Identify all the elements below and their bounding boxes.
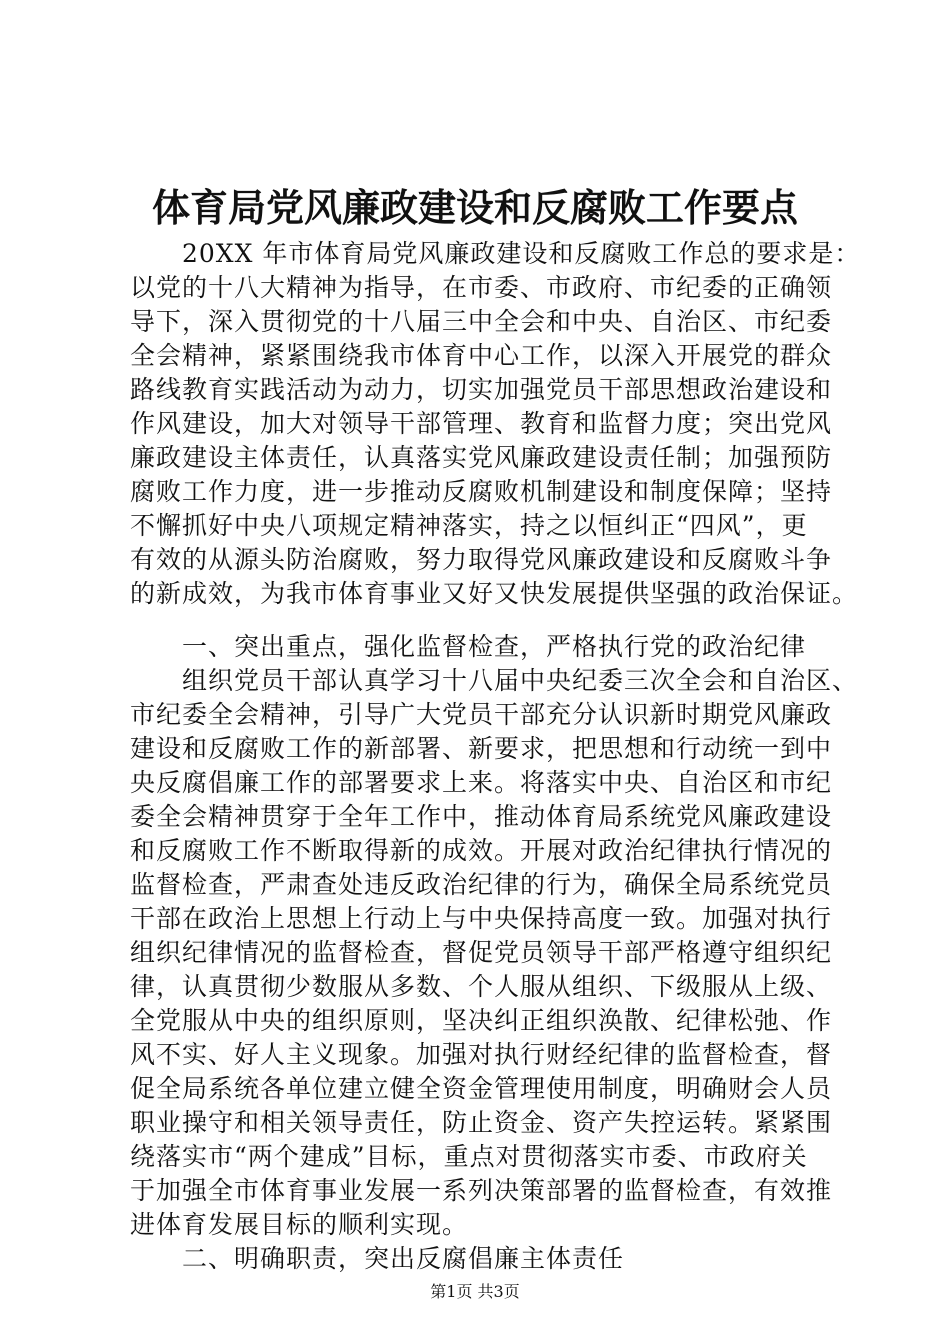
body-line: 委全会精神贯穿于全年工作中，推动体育局系统党风廉政建设	[130, 802, 833, 831]
body-line: 和反腐败工作不断取得新的成效。开展对政治纪律执行情况的	[130, 836, 833, 865]
document-title: 体育局党风廉政建设和反腐败工作要点	[151, 185, 798, 230]
body-line: 有效的从源头防治腐败，努力取得党风廉政建设和反腐败斗争	[130, 545, 833, 574]
body-line: 以党的十八大精神为指导，在市委、市政府、市纪委的正确领	[130, 273, 833, 302]
body-line: 腐败工作力度，进一步推动反腐败机制建设和制度保障；坚持	[130, 477, 833, 506]
section-heading: 二、明确职责，突出反腐倡廉主体责任	[130, 1244, 625, 1273]
body-line: 导下，深入贯彻党的十八届三中全会和中央、自治区、市纪委	[130, 307, 833, 336]
body-line: 市纪委全会精神，引导广大党员干部充分认识新时期党风廉政	[130, 700, 833, 729]
body-line: 绕落实市“两个建成”目标，重点对贯彻落实市委、市政府关	[130, 1142, 808, 1171]
body-line: 监督检查，严肃查处违反政治纪律的行为，确保全局系统党员	[130, 870, 833, 899]
page-number: 第1页 共3页	[430, 1282, 520, 1301]
body-line: 组织党员干部认真学习十八届中央纪委三次全会和自治区、	[130, 666, 859, 695]
body-line: 风不实、好人主义现象。加强对执行财经纪律的监督检查，督	[130, 1040, 833, 1069]
body-line: 组织纪律情况的监督检查，督促党员领导干部严格遵守组织纪	[130, 938, 833, 967]
body-line: 作风建设，加大对领导干部管理、教育和监督力度；突出党风	[130, 409, 833, 438]
body-line: 20XX 年市体育局党风廉政建设和反腐败工作总的要求是：	[130, 239, 861, 268]
body-line: 律，认真贯彻少数服从多数、个人服从组织、下级服从上级、	[130, 972, 833, 1001]
section-heading: 一、突出重点，强化监督检查，严格执行党的政治纪律	[130, 632, 807, 661]
body-line: 干部在政治上思想上行动上与中央保持高度一致。加强对执行	[130, 904, 833, 933]
body-line: 全会精神，紧紧围绕我市体育中心工作，以深入开展党的群众	[130, 341, 833, 370]
body-line: 进体育发展目标的顺利实现。	[130, 1210, 469, 1239]
body-line: 促全局系统各单位建立健全资金管理使用制度，明确财会人员	[130, 1074, 833, 1103]
body-line: 央反腐倡廉工作的部署要求上来。将落实中央、自治区和市纪	[130, 768, 833, 797]
body-line: 职业操守和相关领导责任，防止资金、资产失控运转。紧紧围	[130, 1108, 833, 1137]
body-line: 路线教育实践活动为动力，切实加强党员干部思想政治建设和	[130, 375, 833, 404]
body-line: 的新成效，为我市体育事业又好又快发展提供坚强的政治保证。	[130, 579, 859, 608]
body-line: 建设和反腐败工作的新部署、新要求，把思想和行动统一到中	[130, 734, 833, 763]
body-line: 全党服从中央的组织原则，坚决纠正组织涣散、纪律松弛、作	[130, 1006, 833, 1035]
body-line: 于加强全市体育事业发展一系列决策部署的监督检查，有效推	[130, 1176, 833, 1205]
body-line: 不懈抓好中央八项规定精神落实，持之以恒纠正“四风”，更	[130, 511, 808, 540]
body-line: 廉政建设主体责任，认真落实党风廉政建设责任制；加强预防	[130, 443, 833, 472]
